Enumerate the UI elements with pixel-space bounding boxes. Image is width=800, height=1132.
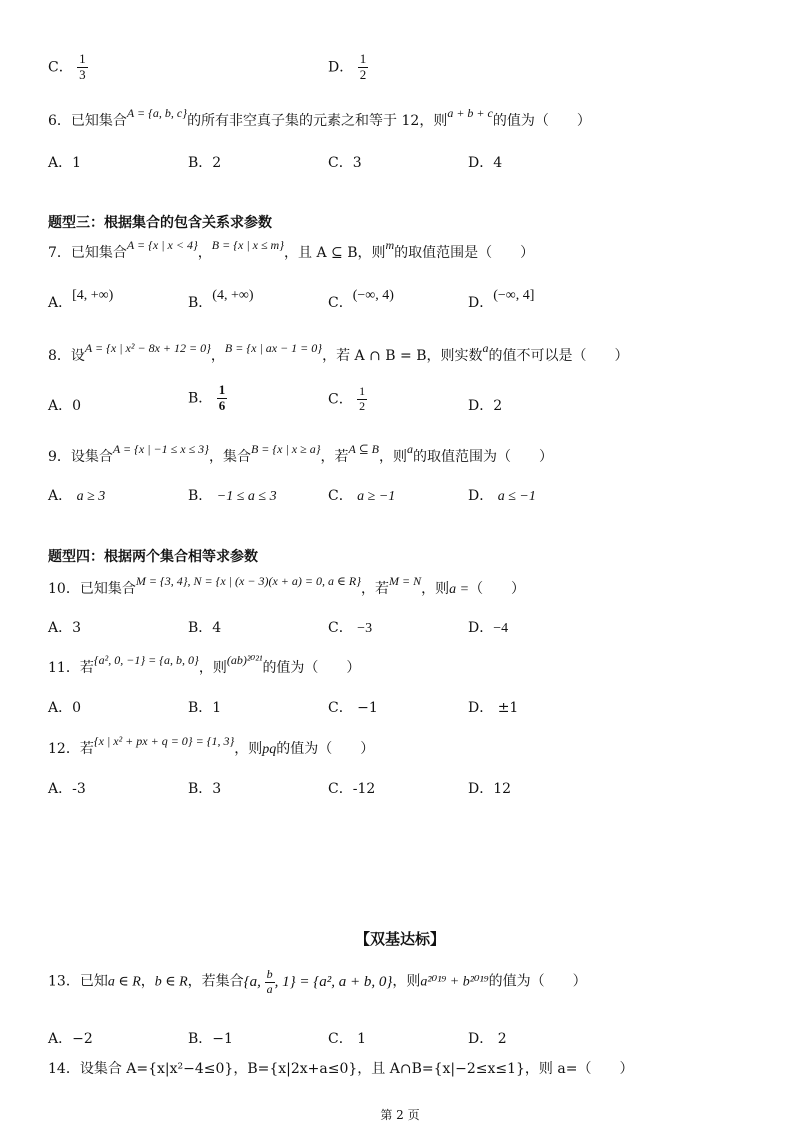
question-10: 10．已知集合M = {3, 4}, N = {x | (x − 3)(x + a) = 0, a ∈ R}，若M = N，则a =（ ） xyxy=(48,574,526,597)
q7-option-c: C．(−∞, 4) xyxy=(328,288,394,311)
q11-option-b: B．1 xyxy=(188,700,222,716)
q10-option-b: B．4 xyxy=(188,620,222,636)
q8-option-a: A．0 xyxy=(48,398,82,414)
q8-option-c: C． $\frac{1}{2}$ xyxy=(328,384,366,413)
fraction: $\frac{1}{2}$ xyxy=(359,51,367,82)
q9-option-a: A． a ≥ 3 xyxy=(48,488,106,504)
question-12: 12．若{x | x² + px + q = 0} = {1, 3}，则pq的值为（ ） xyxy=(48,734,375,757)
section-heading-3: 题型三：根据集合的包含关系求参数 xyxy=(48,215,272,231)
question-9: 9．设集合A = {x | −1 ≤ x ≤ 3}，集合B = {x | x ≥ a}，若A ⊆ B，则a的取值范围为（ ） xyxy=(48,442,554,465)
q6-option-b: B．2 xyxy=(188,155,222,171)
q7-option-b: B．(4, +∞) xyxy=(188,288,254,311)
page-number: 第 2 页 xyxy=(380,1108,420,1122)
q12-option-d: D．12 xyxy=(468,781,512,797)
q10-option-c: C． −3 xyxy=(328,620,373,636)
q6-option-d: D．4 xyxy=(468,155,503,171)
q10-option-a: A．3 xyxy=(48,620,82,636)
question-8: 8．设A = {x | x² − 8x + 12 = 0}，B = {x | ax − 1 = 0}，若 A ∩ B = B，则实数a的值不可以是（ ） xyxy=(48,341,629,364)
q12-option-a: A．-3 xyxy=(48,781,86,797)
q13-option-c: C． 1 xyxy=(328,1031,367,1047)
q13-option-a: A．−2 xyxy=(48,1031,93,1047)
q11-option-d: D． ±1 xyxy=(468,700,519,716)
q13-option-b: B．−1 xyxy=(188,1031,233,1047)
q5-option-d: D． $\frac{1}{2}$ xyxy=(328,51,367,82)
q7-option-a: A．[4, +∞) xyxy=(48,288,114,311)
fraction: $\frac{1}{6}$ xyxy=(218,382,226,413)
question-11: 11．若{a², 0, −1} = {a, b, 0}，则(ab)²⁰²¹的值为（ ） xyxy=(48,653,361,676)
fraction: $\frac{1}{2}$ xyxy=(359,384,366,413)
q11-option-c: C． −1 xyxy=(328,700,378,716)
q8-option-d: D．2 xyxy=(468,398,503,414)
question-7: 7．已知集合A = {x | x < 4}，B = {x | x ≤ m}，且 A ⊆ B，则m的取值范围是（ ） xyxy=(48,238,535,261)
q12-option-c: C．-12 xyxy=(328,781,376,797)
q7-option-d: D．(−∞, 4] xyxy=(468,288,535,311)
q10-option-d: D．−4 xyxy=(468,620,509,636)
q12-option-b: B．3 xyxy=(188,781,222,797)
q9-option-b: B． −1 ≤ a ≤ 3 xyxy=(188,488,277,504)
question-6: 6．已知集合A = {a, b, c}的所有非空真子集的元素之和等于 12，则a + b + c的值为（ ） xyxy=(48,106,591,129)
question-13: 13．已知a ∈ R，b ∈ R，若集合{a, $\frac{b}{a}$ , 1} = {a², a + b, 0}，则a²⁰¹⁹ + b²⁰¹⁹的值为（ ） xyxy=(48,967,587,996)
fraction: $\frac{b}{a}$ xyxy=(266,967,273,996)
q11-option-a: A．0 xyxy=(48,700,82,716)
question-14: 14．设集合 A={x|x²−4≤0}，B={x|2x+a≤0}，且 A∩B={x|−2≤x≤1}，则 a=（ ） xyxy=(48,1061,634,1077)
fraction: $\frac{1}{3}$ xyxy=(79,51,86,82)
q9-option-c: C． a ≥ −1 xyxy=(328,488,396,504)
q5-option-c: C． $\frac{1}{3}$ xyxy=(48,51,86,82)
set-expression: {a, $\frac{b}{a}$ , 1} = {a², a + b, 0} xyxy=(243,967,393,996)
q6-option-c: C．3 xyxy=(328,155,362,171)
section-title-shuangji: 【双基达标】 xyxy=(354,930,445,948)
q6-option-a: A．1 xyxy=(48,155,82,171)
q9-option-d: D． a ≤ −1 xyxy=(468,488,536,504)
q13-option-d: D． 2 xyxy=(468,1031,507,1047)
section-heading-4: 题型四：根据两个集合相等求参数 xyxy=(48,549,258,565)
q8-option-b: B． $\frac{1}{6}$ xyxy=(188,382,226,413)
